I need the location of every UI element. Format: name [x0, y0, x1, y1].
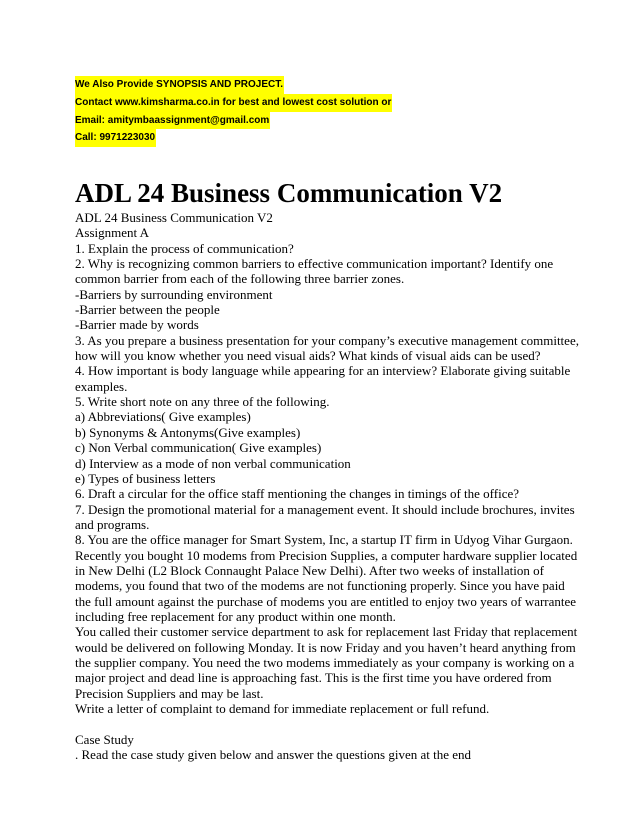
document-line: modems, you found that two of the modems are not functioning properly. Since you have paid: [75, 578, 565, 594]
document-line: would be delivered on following Monday. It is now Friday and you haven’t heard anything from: [75, 639, 576, 655]
document-line: 8. You are the office manager for Smart System, Inc, a startup IT firm in Udyog Vihar Gurgaon.: [75, 532, 573, 548]
page-title: ADL 24 Business Communication V2: [75, 178, 503, 208]
document-line: the supplier company. You need the two modems immediately as your company is working on a: [75, 654, 575, 670]
document-line: the full amount against the purchase of modems you are entitled to enjoy two years of warrantee: [75, 593, 577, 609]
document-line: 4. How important is body language while appearing for an interview? Elaborate giving suitable: [75, 363, 571, 379]
document-line: including free replacement for any product within one month.: [75, 608, 396, 624]
document-line: -Barrier made by words: [75, 317, 199, 333]
document-line: Write a letter of complaint to demand for immediate replacement or full refund.: [75, 701, 490, 716]
document-line: ADL 24 Business Communication V2: [75, 210, 273, 225]
document-line: d) Interview as a mode of non verbal communication: [75, 455, 351, 471]
document-line: Assignment A: [75, 225, 150, 241]
document-line: 1. Explain the process of communication?: [75, 240, 294, 256]
document-line: Case Study: [75, 731, 134, 747]
document-line: major project and dead line is approaching fast. This is the first time you have ordered from: [75, 670, 552, 686]
document-body: [75, 210, 579, 763]
document-line: 3. As you prepare a business presentation for your company’s executive management committee,: [75, 332, 579, 348]
promo-contact-line: Contact www.kimsharma.co.in for best and lowest cost solution or: [75, 94, 392, 112]
promo-line: We Also Provide SYNOPSIS AND PROJECT.: [75, 76, 284, 94]
document-line: Recently you bought 10 modems from Precision Supplies, a computer hardware supplier located: [75, 547, 578, 563]
promo-email-line: Email: amitymbaassignment@gmail.com: [75, 112, 270, 130]
document-line: b) Synonyms & Antonyms(Give examples): [75, 424, 301, 440]
document-line: common barrier from each of the following three barrier zones.: [75, 271, 405, 287]
document-line: e) Types of business letters: [75, 470, 216, 486]
blank-line: [75, 716, 575, 731]
document-line: 5. Write short note on any three of the following.: [75, 394, 330, 410]
document-line: -Barriers by surrounding environment: [75, 286, 273, 302]
document-line: 6. Draft a circular for the office staff mentioning the changes in timings of the office?: [75, 486, 520, 502]
document-line: in New Delhi (L2 Block Connaught Palace New Delhi). After two weeks of installation of: [75, 562, 544, 578]
document-line: c) Non Verbal communication( Give examples): [75, 440, 322, 456]
document-line: 2. Why is recognizing common barriers to effective communication important? Identify one: [75, 256, 554, 272]
promo-phone-line: Call: 9971223030: [75, 129, 156, 147]
document-line: a) Abbreviations( Give examples): [75, 409, 251, 425]
document-line: 7. Design the promotional material for a management event. It should include brochures, invites: [75, 501, 575, 517]
document-line: -Barrier between the people: [75, 302, 220, 318]
document-line: and programs.: [75, 516, 150, 532]
document-line: . Read the case study given below and answer the questions given at the end: [75, 747, 472, 763]
document-line: You called their customer service department to ask for replacement last Friday that replacement: [75, 624, 578, 640]
document-line: Precision Suppliers and may be last.: [75, 685, 264, 701]
promo-block: [75, 76, 555, 147]
document-line: how will you know whether you need visual aids? What kinds of visual aids can be used?: [75, 348, 541, 364]
document-line: examples.: [75, 378, 128, 394]
